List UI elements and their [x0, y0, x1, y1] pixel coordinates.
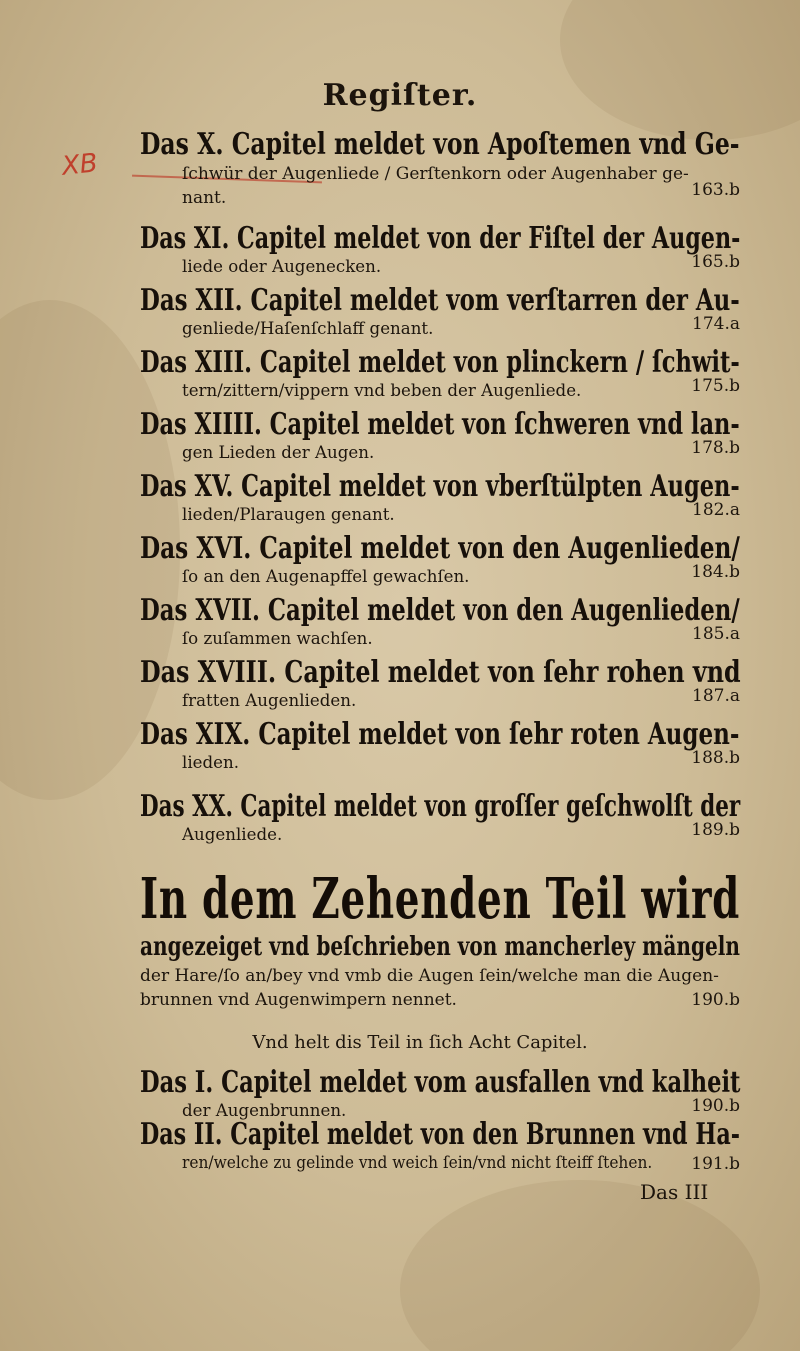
entry-heading: Das XVI. Capitel meldet von den Augenlieden/ [140, 531, 740, 566]
page-header: Regiſter. [322, 78, 478, 113]
entry-description: Augenliede. [182, 825, 283, 845]
entry-page-ref: 175.b [691, 376, 740, 396]
section-page-ref: 190.b [691, 990, 740, 1010]
section-title: In dem Zehenden Teil wird [140, 866, 741, 932]
entry-description: ren/welche zu gelinde vnd weich ſein/vnd nicht ſteiff ſtehen. [182, 1153, 653, 1173]
entry-page-ref: 178.b [691, 438, 740, 458]
entry-heading: Das XIIII. Capitel meldet von ſchweren vnd lan‑ [140, 407, 740, 442]
entry-page-ref: 182.a [692, 500, 740, 520]
margin-annotation: XB [60, 148, 100, 182]
entry-heading: Das XI. Capitel meldet von der Fiſtel der Augen‑ [140, 221, 741, 256]
entry-description: fratten Augenlieden. [182, 691, 357, 711]
register-entry [0, 1118, 800, 1178]
entry-description: ſo an den Augenapffel gewachſen. [182, 567, 470, 587]
entry-heading: Das XVIII. Capitel meldet von ſehr rohen vnd [140, 655, 741, 690]
entry-heading: Das XIX. Capitel meldet von ſehr roten Augen‑ [140, 717, 740, 752]
entry-heading: Das XV. Capitel meldet von vberſtülpten Augen‑ [140, 469, 740, 504]
entry-heading: Das XVII. Capitel meldet von den Augenlieden/ [140, 593, 740, 628]
entry-heading: Das XX. Capitel meldet von groſſer geſchwolſt der [140, 789, 741, 824]
entry-description: lieden/Plaraugen genant. [182, 505, 395, 525]
entry-page-ref: 163.b [691, 180, 740, 200]
entry-page-ref: 190.b [691, 1096, 740, 1116]
entry-page-ref: 189.b [691, 820, 740, 840]
entry-description: gen Lieden der Augen. [182, 443, 375, 463]
section-line: angezeiget vnd beſchrieben von mancherley mängeln [140, 932, 740, 962]
entry-page-ref: 174.a [692, 314, 740, 334]
entry-page-ref: 165.b [691, 252, 740, 272]
entry-description: ſchwür der Augenliede / Gerſtenkorn oder Augenhaber ge‑ nant. [182, 164, 689, 208]
entry-heading: Das XIII. Capitel meldet von plinckern / ſchwit‑ [140, 345, 740, 380]
entry-heading: Das II. Capitel meldet von den Brunnen vnd Ha‑ [140, 1117, 740, 1152]
entry-description: liede oder Augenecken. [182, 257, 382, 277]
entry-description: ſo zuſammen wachſen. [182, 629, 373, 649]
entry-description: der Augenbrunnen. [182, 1101, 347, 1121]
entry-description: lieden. [182, 753, 240, 773]
entry-description: genliede/Haſenſchlaff genant. [182, 319, 434, 339]
section-line: brunnen vnd Augenwimpern nennet. [140, 990, 457, 1010]
entry-page-ref: 185.a [692, 624, 740, 644]
entry-description: tern/zittern/vippern vnd beben der Augenliede. [182, 381, 582, 401]
entry-page-ref: 191.b [691, 1154, 740, 1174]
catchword: Das III [640, 1180, 709, 1204]
entry-heading: Das XII. Capitel meldet vom verſtarren der Au‑ [140, 283, 740, 318]
entry-page-ref: 184.b [691, 562, 740, 582]
entry-page-ref: 187.a [692, 686, 740, 706]
entry-heading: Das I. Capitel meldet vom ausfallen vnd kalheit [140, 1065, 741, 1100]
section-summary: Vnd helt dis Teil in ſich Acht Capitel. [252, 1032, 588, 1053]
section-line: der Hare/ſo an/bey vnd vmb die Augen ſein/welche man die Augen‑ [140, 966, 719, 986]
entry-page-ref: 188.b [691, 748, 740, 768]
entry-heading: Das X. Capitel meldet von Apoſtemen vnd Ge‑ [140, 127, 740, 162]
